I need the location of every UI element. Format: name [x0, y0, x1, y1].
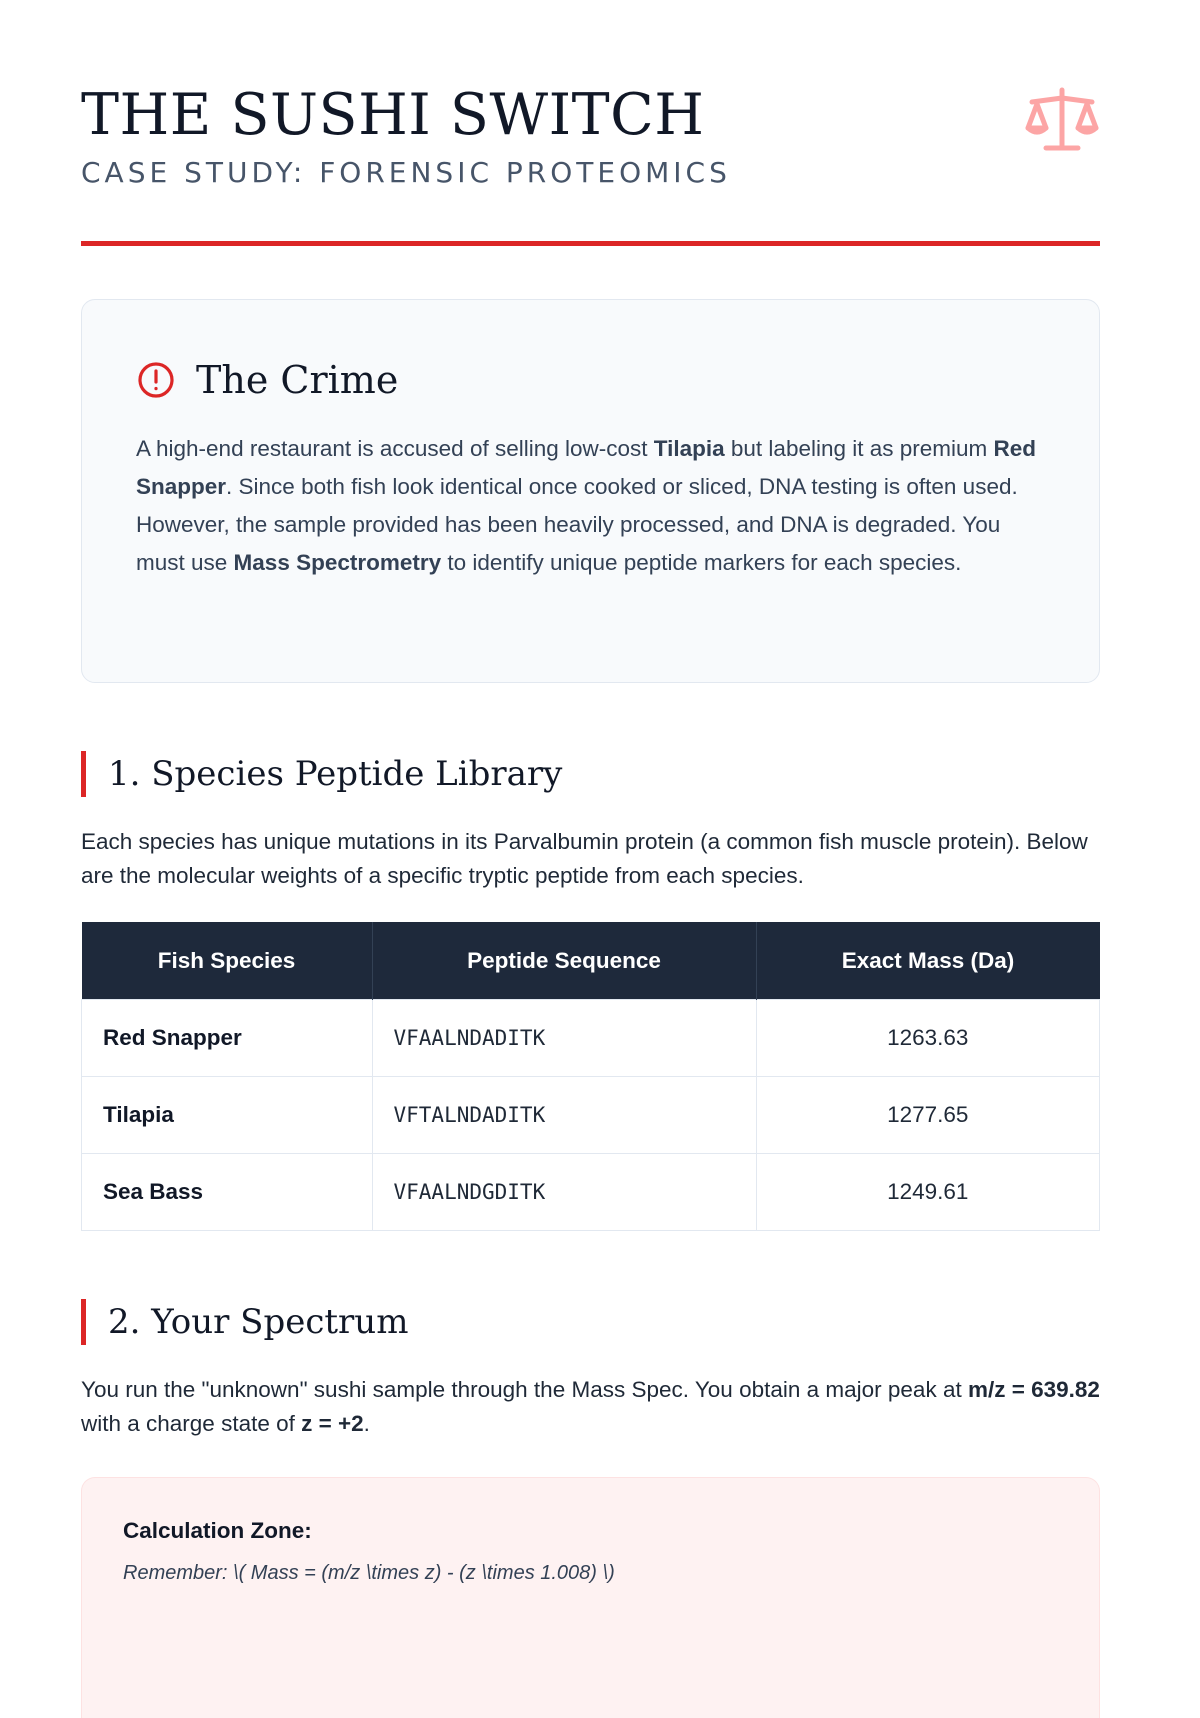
- species-cell: Sea Bass: [82, 1154, 373, 1231]
- column-header-mass: Exact Mass (Da): [756, 922, 1100, 1000]
- alert-circle-icon: [136, 360, 176, 400]
- library-description: Each species has unique mutations in its Parvalbumin protein (a common fish muscle protein). Below are the molecular weights of a specific tryptic peptide from each species.: [81, 829, 1088, 888]
- species-cell: Red Snapper: [82, 1000, 373, 1077]
- library-section-header: [81, 751, 1100, 797]
- mass-spec-emphasis: Mass Spectrometry: [233, 550, 442, 575]
- charge-state: z = +2: [301, 1411, 364, 1436]
- calculation-zone: [81, 1477, 1100, 1718]
- library-title: 1. Species Peptide Library: [108, 754, 563, 794]
- table-row: [82, 1000, 1100, 1077]
- header: [81, 0, 1100, 246]
- scale-icon: [1024, 86, 1100, 156]
- column-header-sequence: Peptide Sequence: [372, 922, 756, 1000]
- table-header-row: [82, 922, 1100, 1000]
- crime-header: [136, 356, 1045, 404]
- peptide-table: [81, 922, 1100, 1231]
- mass-cell: 1249.61: [756, 1154, 1100, 1231]
- mass-cell: 1263.63: [756, 1000, 1100, 1077]
- page-subtitle: CASE STUDY: FORENSIC PROTEOMICS: [81, 156, 731, 189]
- spectrum-description: You run the "unknown" sushi sample through the Mass Spec. You obtain a major peak at m/z = 639.82 with a charge state of z = +2.: [81, 1377, 1100, 1436]
- crime-title: The Crime: [196, 358, 399, 402]
- column-header-species: Fish Species: [82, 922, 373, 1000]
- formula-reminder: Remember: \( Mass = (m/z \times z) - (z \times 1.008) \): [123, 1562, 615, 1584]
- species-cell: Tilapia: [82, 1077, 373, 1154]
- mass-cell: 1277.65: [756, 1077, 1100, 1154]
- red-snapper-emphasis: Red Snapper: [136, 436, 1037, 499]
- sequence-cell: VFTALNDADITK: [372, 1077, 756, 1154]
- calculation-title: Calculation Zone:: [123, 1518, 312, 1543]
- section-accent-bar: [81, 1299, 86, 1345]
- page-title: THE SUSHI SWITCH: [81, 82, 705, 148]
- tilapia-emphasis: Tilapia: [653, 436, 725, 461]
- spectrum-title: 2. Your Spectrum: [108, 1302, 409, 1342]
- section-accent-bar: [81, 751, 86, 797]
- crime-card: [81, 299, 1100, 683]
- table-row: [82, 1154, 1100, 1231]
- spectrum-section-header: [81, 1299, 1100, 1345]
- table-row: [82, 1077, 1100, 1154]
- sequence-cell: VFAALNDGDITK: [372, 1154, 756, 1231]
- mz-value: m/z = 639.82: [967, 1377, 1100, 1402]
- crime-description: A high-end restaurant is accused of selling low-cost Tilapia but labeling it as premium Red Snapper. Since both fish look identical once cooked or sliced, DNA testing is often used. However, the sample provided has been heavily processed, and DNA is degraded. You must use Mass Spectrometry to identify unique peptide markers for each species.: [136, 436, 1037, 575]
- sequence-cell: VFAALNDADITK: [372, 1000, 756, 1077]
